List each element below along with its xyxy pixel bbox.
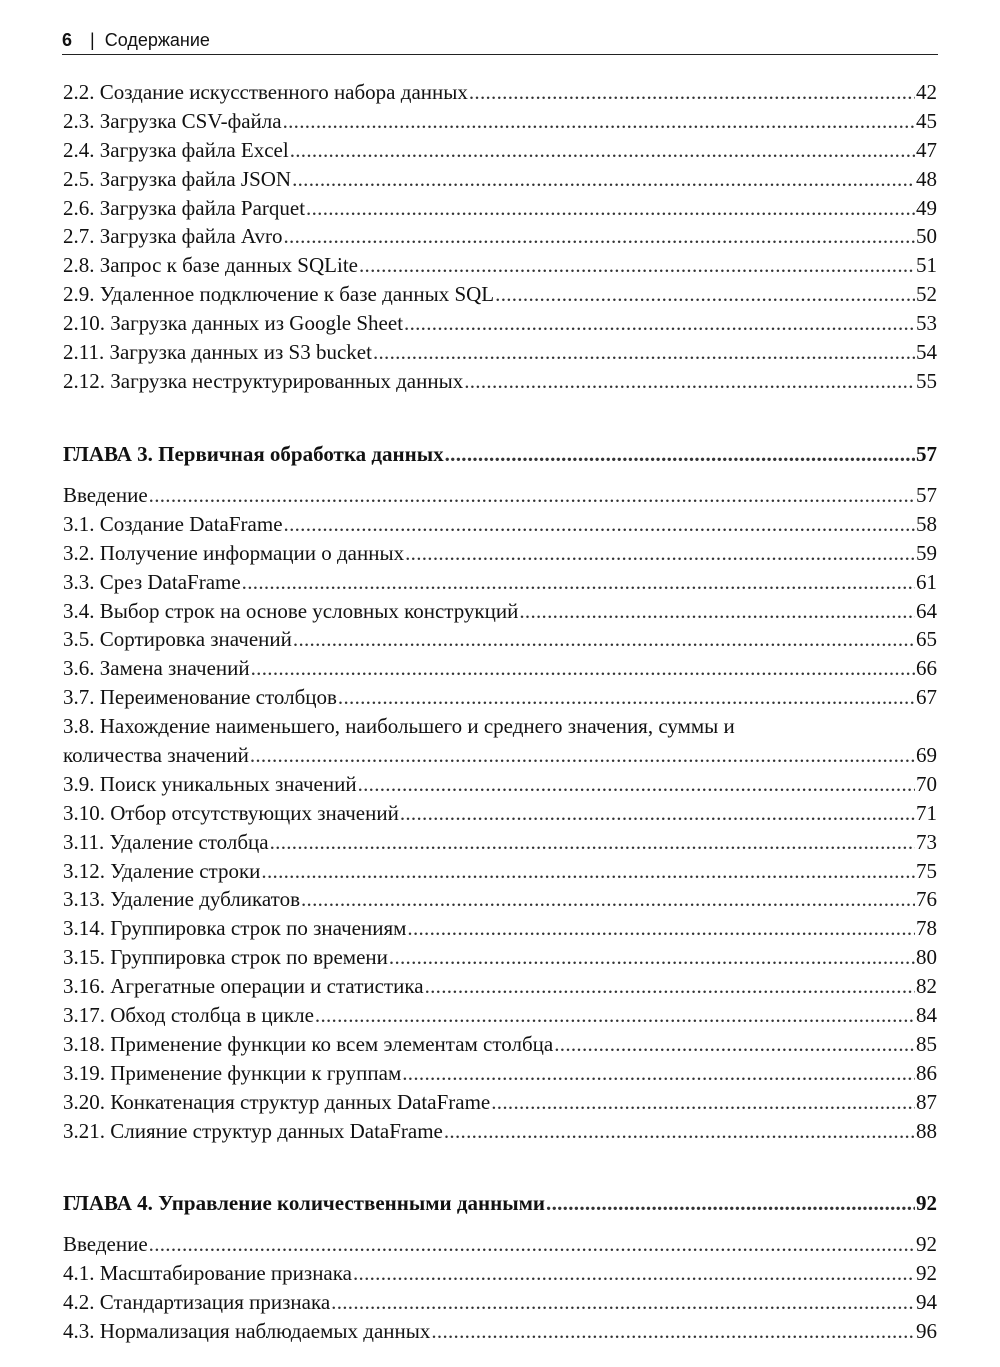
toc-entry-title-cont: количества значений — [63, 743, 249, 768]
toc-entry-page: 53 — [916, 311, 937, 336]
toc-entry-page: 84 — [916, 1003, 937, 1028]
toc-leader — [306, 194, 915, 223]
toc-entry-page: 47 — [916, 137, 937, 162]
toc-chapter-page: 57 — [916, 442, 937, 466]
toc-entry-title: 2.12. Загрузка неструктурированных данных — [63, 368, 464, 393]
toc-entry-page: 80 — [916, 945, 937, 970]
toc-entry-title: 3.5. Сортировка значений — [63, 627, 292, 652]
toc-leader — [250, 741, 915, 770]
page-number: 6 — [62, 30, 73, 50]
toc-entry-title: 2.6. Загрузка файла Parquet — [63, 195, 306, 220]
toc-entry[interactable] — [63, 1230, 937, 1259]
toc-entry[interactable] — [63, 914, 937, 943]
toc-leader — [284, 222, 916, 251]
toc-leader — [283, 107, 915, 136]
toc-entry-title: 3.9. Поиск уникальных значений — [63, 771, 357, 796]
toc-leader — [431, 1317, 915, 1346]
toc-leader — [290, 136, 915, 165]
toc-leader — [149, 1230, 915, 1259]
toc-entry[interactable] — [63, 1088, 937, 1117]
toc-leader — [402, 1059, 915, 1088]
toc-entry-title: 2.7. Загрузка файла Avro — [63, 224, 283, 249]
toc-entry[interactable] — [63, 222, 937, 251]
toc-leader — [292, 165, 915, 194]
toc-leader — [293, 625, 915, 654]
toc-leader — [359, 251, 915, 280]
toc-entry-page: 55 — [916, 368, 937, 393]
toc-entry[interactable] — [63, 1317, 937, 1346]
toc-entry[interactable] — [63, 78, 937, 107]
toc-entry-title: 3.13. Удаление дубликатов — [63, 887, 300, 912]
toc-leader — [389, 943, 915, 972]
toc-entry-title: 2.10. Загрузка данных из Google Sheet — [63, 311, 404, 336]
toc-entry[interactable] — [63, 972, 937, 1001]
toc-entry[interactable] — [63, 136, 937, 165]
toc-chapter-title: ГЛАВА 4. Управление количественными данными — [63, 1191, 546, 1215]
toc-entry-page: 75 — [916, 858, 937, 883]
toc-entry-title: 4.1. Масштабирование признака — [63, 1260, 352, 1285]
toc-entry-title: Введение — [63, 1232, 148, 1256]
toc-entry-page: 92 — [916, 1260, 937, 1285]
toc-entry-page: 71 — [916, 800, 937, 825]
toc-entry[interactable] — [63, 885, 937, 914]
toc-entry[interactable] — [63, 481, 937, 510]
toc-leader — [251, 654, 915, 683]
toc-entry[interactable] — [63, 338, 937, 367]
toc-entry[interactable] — [63, 194, 937, 223]
toc-entry-title: 3.15. Группировка строк по времени — [63, 945, 388, 970]
toc-entry[interactable] — [63, 828, 937, 857]
toc-entry[interactable] — [63, 625, 937, 654]
toc-chapter-4 — [63, 1189, 937, 1218]
toc-leader — [554, 1030, 915, 1059]
toc-entry-page: 66 — [916, 656, 937, 681]
toc-entry[interactable] — [63, 1059, 937, 1088]
section-title: Содержание — [104, 30, 210, 50]
toc-leader — [373, 338, 915, 367]
toc-entry-title: 3.21. Слияние структур данных DataFrame — [63, 1118, 443, 1143]
toc-entry-page: 61 — [916, 569, 937, 594]
toc-entry-page: 69 — [916, 743, 937, 768]
toc-leader — [546, 1189, 915, 1218]
toc-leader — [425, 972, 915, 1001]
toc-leader — [444, 1117, 915, 1146]
toc-entry-page: 70 — [916, 771, 937, 796]
toc-leader — [270, 828, 915, 857]
toc-entry-continuation[interactable] — [63, 741, 937, 770]
toc-entry-page: 88 — [916, 1118, 937, 1143]
toc-leader — [464, 367, 915, 396]
toc-entry-title: 3.2. Получение информации о данных — [63, 540, 405, 565]
toc-entry-title: 3.16. Агрегатные операции и статистика — [63, 974, 424, 999]
toc-leader — [242, 568, 915, 597]
toc-entry[interactable] — [63, 770, 937, 799]
toc-leader — [407, 914, 915, 943]
toc-entry-page: 64 — [916, 598, 937, 623]
toc-entry[interactable] — [63, 539, 937, 568]
toc-leader — [338, 683, 915, 712]
toc-entry-title: 3.8. Нахождение наименьшего, наибольшего и среднего значения, суммы и — [63, 714, 735, 739]
toc-entry-title: 3.12. Удаление строки — [63, 858, 261, 883]
toc-entry[interactable] — [63, 683, 937, 712]
toc-entry[interactable] — [63, 251, 937, 280]
toc-entry-page: 92 — [916, 1232, 937, 1256]
toc-leader — [445, 440, 915, 469]
toc-chapter-heading[interactable] — [63, 440, 937, 469]
toc-entry-title: 2.9. Удаленное подключение к базе данных SQL — [63, 282, 495, 307]
toc-leader — [301, 885, 915, 914]
toc-leader — [519, 597, 915, 626]
toc-entry-title: 2.5. Загрузка файла JSON — [63, 166, 292, 191]
toc-entry-title: 3.19. Применение функции к группам — [63, 1060, 402, 1085]
toc-entry[interactable] — [63, 1117, 937, 1146]
toc-leader — [315, 1001, 915, 1030]
toc-leader — [353, 1259, 915, 1288]
toc-entry[interactable] — [63, 799, 937, 828]
toc-entry-page: 54 — [916, 340, 937, 365]
toc-entry[interactable] — [63, 1288, 937, 1317]
toc-entry-title: 2.2. Создание искусственного набора данных — [63, 80, 468, 104]
toc-entry-page: 65 — [916, 627, 937, 652]
toc-chapter-3 — [63, 440, 937, 469]
toc-entry[interactable] — [63, 943, 937, 972]
toc-leader — [358, 770, 915, 799]
toc-entry-page: 51 — [916, 253, 937, 278]
toc-entry[interactable] — [63, 1030, 937, 1059]
toc-leader — [491, 1088, 915, 1117]
toc-entry-title: 2.8. Запрос к базе данных SQLite — [63, 253, 358, 278]
toc-entry-page: 76 — [916, 887, 937, 912]
toc-entry[interactable] — [63, 280, 937, 309]
toc-leader — [404, 309, 915, 338]
toc-entry-page: 49 — [916, 195, 937, 220]
toc-entry-page: 85 — [916, 1031, 937, 1056]
toc-entry-title: 2.11. Загрузка данных из S3 bucket — [63, 340, 372, 365]
toc-entry-page: 52 — [916, 282, 937, 307]
toc-entry-page: 67 — [916, 685, 937, 710]
toc-entry[interactable] — [63, 712, 937, 741]
toc-entry-title: 3.6. Замена значений — [63, 656, 250, 681]
toc-entry-title: 3.7. Переименование столбцов — [63, 685, 337, 710]
toc-entry-page: 96 — [916, 1318, 937, 1343]
toc-entry-title: 4.3. Нормализация наблюдаемых данных — [63, 1318, 431, 1343]
toc-entry[interactable] — [63, 857, 937, 886]
toc-leader — [405, 539, 915, 568]
toc-entry-page: 57 — [916, 483, 937, 507]
toc-entry-title: 3.18. Применение функции ко всем элементам столбца — [63, 1031, 554, 1056]
toc-leader — [284, 510, 915, 539]
toc-entry-page: 58 — [916, 511, 937, 536]
toc-entry-title: 2.4. Загрузка файла Excel — [63, 137, 289, 162]
toc-entry-title: 3.10. Отбор отсутствующих значений — [63, 800, 399, 825]
toc-entry[interactable] — [63, 309, 937, 338]
toc-entry-title: 3.3. Срез DataFrame — [63, 569, 241, 594]
toc-entry[interactable] — [63, 1259, 937, 1288]
toc-leader — [400, 799, 915, 828]
toc-entry-title: 3.1. Создание DataFrame — [63, 511, 283, 536]
toc-chapter-page: 92 — [916, 1191, 937, 1215]
toc-chapter-title: ГЛАВА 3. Первичная обработка данных — [63, 442, 444, 466]
toc-leader — [495, 280, 915, 309]
toc-entry-page: 94 — [916, 1289, 937, 1314]
toc-entry[interactable] — [63, 597, 937, 626]
toc-entry-page: 42 — [916, 80, 937, 104]
toc-entry[interactable] — [63, 568, 937, 597]
toc-entry-title: 2.3. Загрузка CSV-файла — [63, 108, 282, 133]
toc-leader — [261, 857, 915, 886]
toc-entry-page: 78 — [916, 916, 937, 941]
toc-entry-page: 82 — [916, 974, 937, 999]
toc-entry-title: 3.20. Конкатенация структур данных DataFrame — [63, 1089, 491, 1114]
toc-leader — [331, 1288, 915, 1317]
toc-chapter-heading[interactable] — [63, 1189, 937, 1218]
toc-entry-title: Введение — [63, 483, 148, 507]
toc-entry[interactable] — [63, 107, 937, 136]
toc-entry[interactable] — [63, 165, 937, 194]
toc-entry-title: 3.14. Группировка строк по значениям — [63, 916, 407, 941]
toc-entry[interactable] — [63, 1001, 937, 1030]
header-separator: | — [90, 30, 95, 50]
toc-entry-title: 3.17. Обход столбца в цикле — [63, 1003, 314, 1028]
toc-entry-page: 48 — [916, 166, 937, 191]
toc-entry-page: 73 — [916, 829, 937, 854]
toc-entry-page: 59 — [916, 540, 937, 565]
toc-entry-page: 87 — [916, 1089, 937, 1114]
toc-entry[interactable] — [63, 510, 937, 539]
toc-block-chapter4 — [63, 1230, 937, 1346]
toc-entry-title: 3.11. Удаление столбца — [63, 829, 269, 854]
toc-entry-title: 4.2. Стандартизация признака — [63, 1289, 331, 1314]
toc-entry-title: 3.4. Выбор строк на основе условных конструкций — [63, 598, 519, 623]
toc-entry[interactable] — [63, 367, 937, 396]
toc-entry[interactable] — [63, 654, 937, 683]
toc-leader — [469, 78, 915, 107]
toc-block-chapter3 — [63, 481, 937, 1145]
toc-entry-page: 86 — [916, 1060, 937, 1085]
toc-entry-page: 45 — [916, 108, 937, 133]
toc-entry-page: 50 — [916, 224, 937, 249]
toc-leader — [149, 481, 915, 510]
toc-block-chapter2 — [63, 78, 937, 396]
running-head — [62, 26, 938, 55]
